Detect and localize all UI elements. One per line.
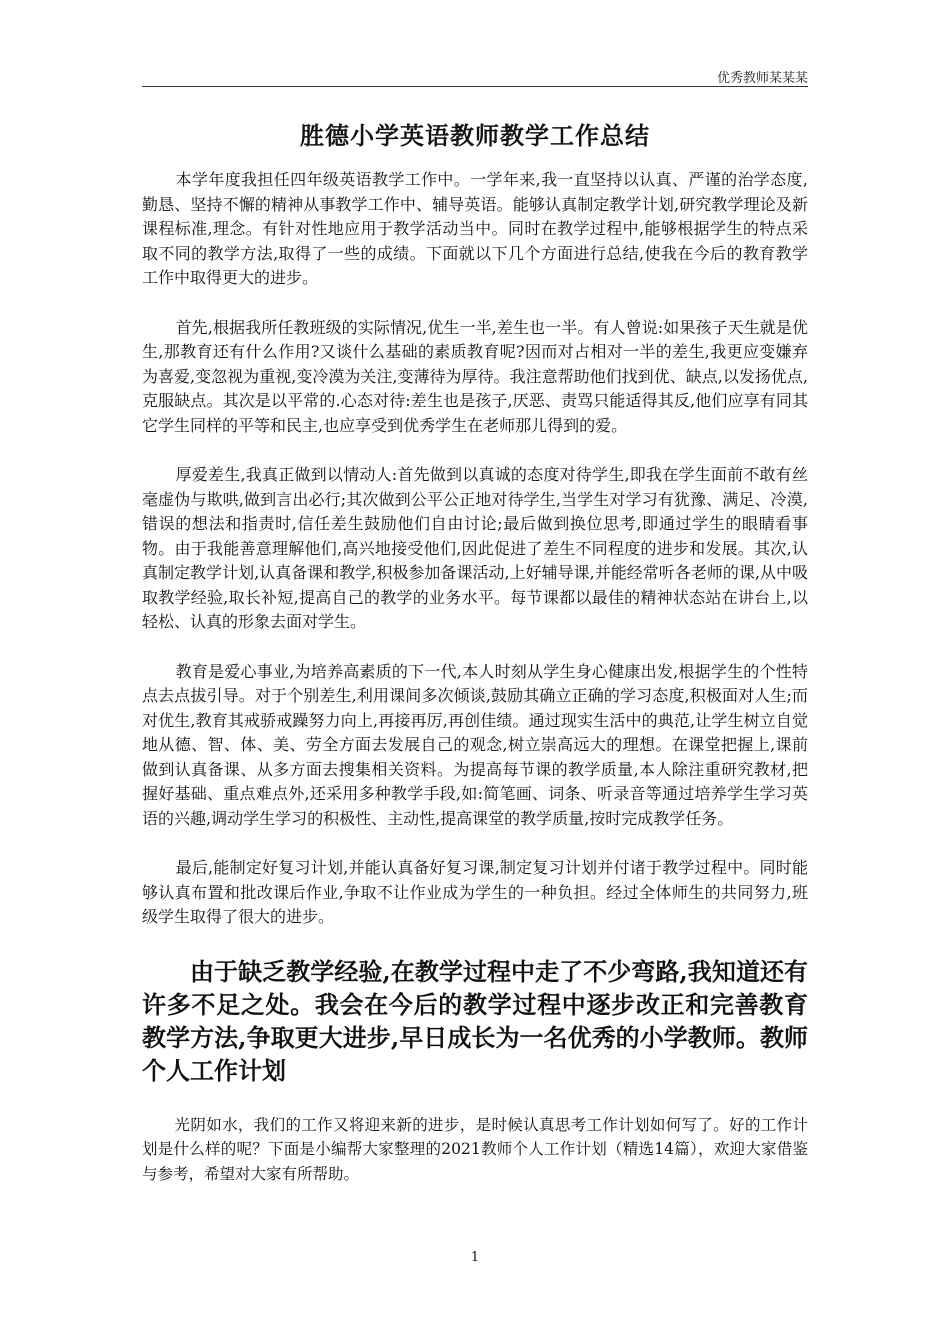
header-divider — [142, 86, 808, 87]
paragraph-review: 最后,能制定好复习计划,并能认真备好复习课,制定复习计划并付诸于教学过程中。同时能够认真布置和批改课后作业,争取不让作业成为学生的一种负担。经过全体师生的共同努力,班级学生取得了很大的进步。 — [142, 858, 808, 926]
page-header-text: 优秀教师某某某 — [716, 71, 808, 86]
document-title: 胜德小学英语教师教学工作总结 — [300, 121, 650, 150]
paragraph-caring: 厚爱差生,我真正做到以情动人:首先做到以真诚的态度对待学生,即我在学生面前不敢有丝毫虚伪与欺哄,做到言出必行;其次做到公平公正地对待学生,当学生对学习有犹豫、满足、冷漠,错误的想法和指责时,信任差生鼓励他们自由讨论;最后做到换位思考,即通过学生的眼睛看事物。由于我能善意理解他们,高兴地接受他们,因此促进了差生不同程度的进步和发展。其次,认真制定教学计划,认真备课和教学,积极参加备课活动,上好辅导课,并能经常听各老师的课,从中吸取教学经验,取长补短,提高自己的教学的业务水平。每节课都以最佳的精神状态站在讲台上,以轻松、认真的形象去面对学生。 — [142, 465, 808, 631]
paragraph-education: 教育是爱心事业,为培养高素质的下一代,本人时刻从学生身心健康出发,根据学生的个性特点去点拔引导。对于个别差生,利用课间多次倾谈,鼓励其确立正确的学习态度,积极面对人生;而对优生,教育其戒骄戒躁努力向上,再接再厉,再创佳绩。通过现实生活中的典范,让学生树立自觉地从德、智、体、美、劳全方面去发展自己的观念,树立崇高远大的理想。在课堂把握上,课前做到认真备课、从多方面去搜集相关资料。为提高每节课的教学质量,本人除注重研究教材,把握好基础、重点难点外,还采用多种教学手段,如:简笔画、词条、听录音等通过培养学生学习英语的兴趣,调动学生学习的积极性、主动性,提高课堂的教学质量,按时完成教学任务。 — [142, 661, 808, 828]
paragraph-conclusion-heading: 由于缺乏教学经验,在教学过程中走了不少弯路,我知道还有许多不足之处。我会在今后的教学过程中逐步改正和完善教育教学方法,争取更大进步,早日成长为一名优秀的小学教师。教师个人工作计划 — [142, 956, 808, 1085]
document-body — [142, 168, 808, 1186]
paragraph-closing: 光阴如水，我们的工作又将迎来新的进步，是时候认真思考工作计划如何写了。好的工作计划是什么样的呢？下面是小编帮大家整理的2021教师个人工作计划（精选14篇），欢迎大家借鉴与参考，希望对大家有所帮助。 — [142, 1115, 808, 1183]
page-number: 1 — [470, 1250, 480, 1265]
paragraph-intro: 本学年度我担任四年级英语教学工作中。一学年来,我一直坚持以认真、严谨的治学态度,勤恳、坚持不懈的精神从事教学工作中、辅导英语。能够认真制定教学计划,研究教学理论及新课程标准,理念。有针对性地应用于教学活动当中。同时在教学过程中,能够根据学生的特点采取不同的教学方法,取得了一些的成绩。下面就以下几个方面进行总结,使我在今后的教育教学工作中取得更大的进步。 — [142, 170, 808, 287]
paragraph-students: 首先,根据我所任教班级的实际情况,优生一半,差生也一半。有人曾说:如果孩子天生就是优生,那教育还有什么作用?又谈什么基础的素质教育呢?因而对占相对一半的差生,我更应变嫌弃为喜爱,变忽视为重视,变冷漠为关注,变薄待为厚待。我注意帮助他们找到优、缺点,以发扬优点,克服缺点。其次是以平常的.心态对待:差生也是孩子,厌恶、责骂只能适得其反,他们应享有同其它学生同样的平等和民主,也应享受到优秀学生在老师那儿得到的爱。 — [142, 317, 808, 435]
